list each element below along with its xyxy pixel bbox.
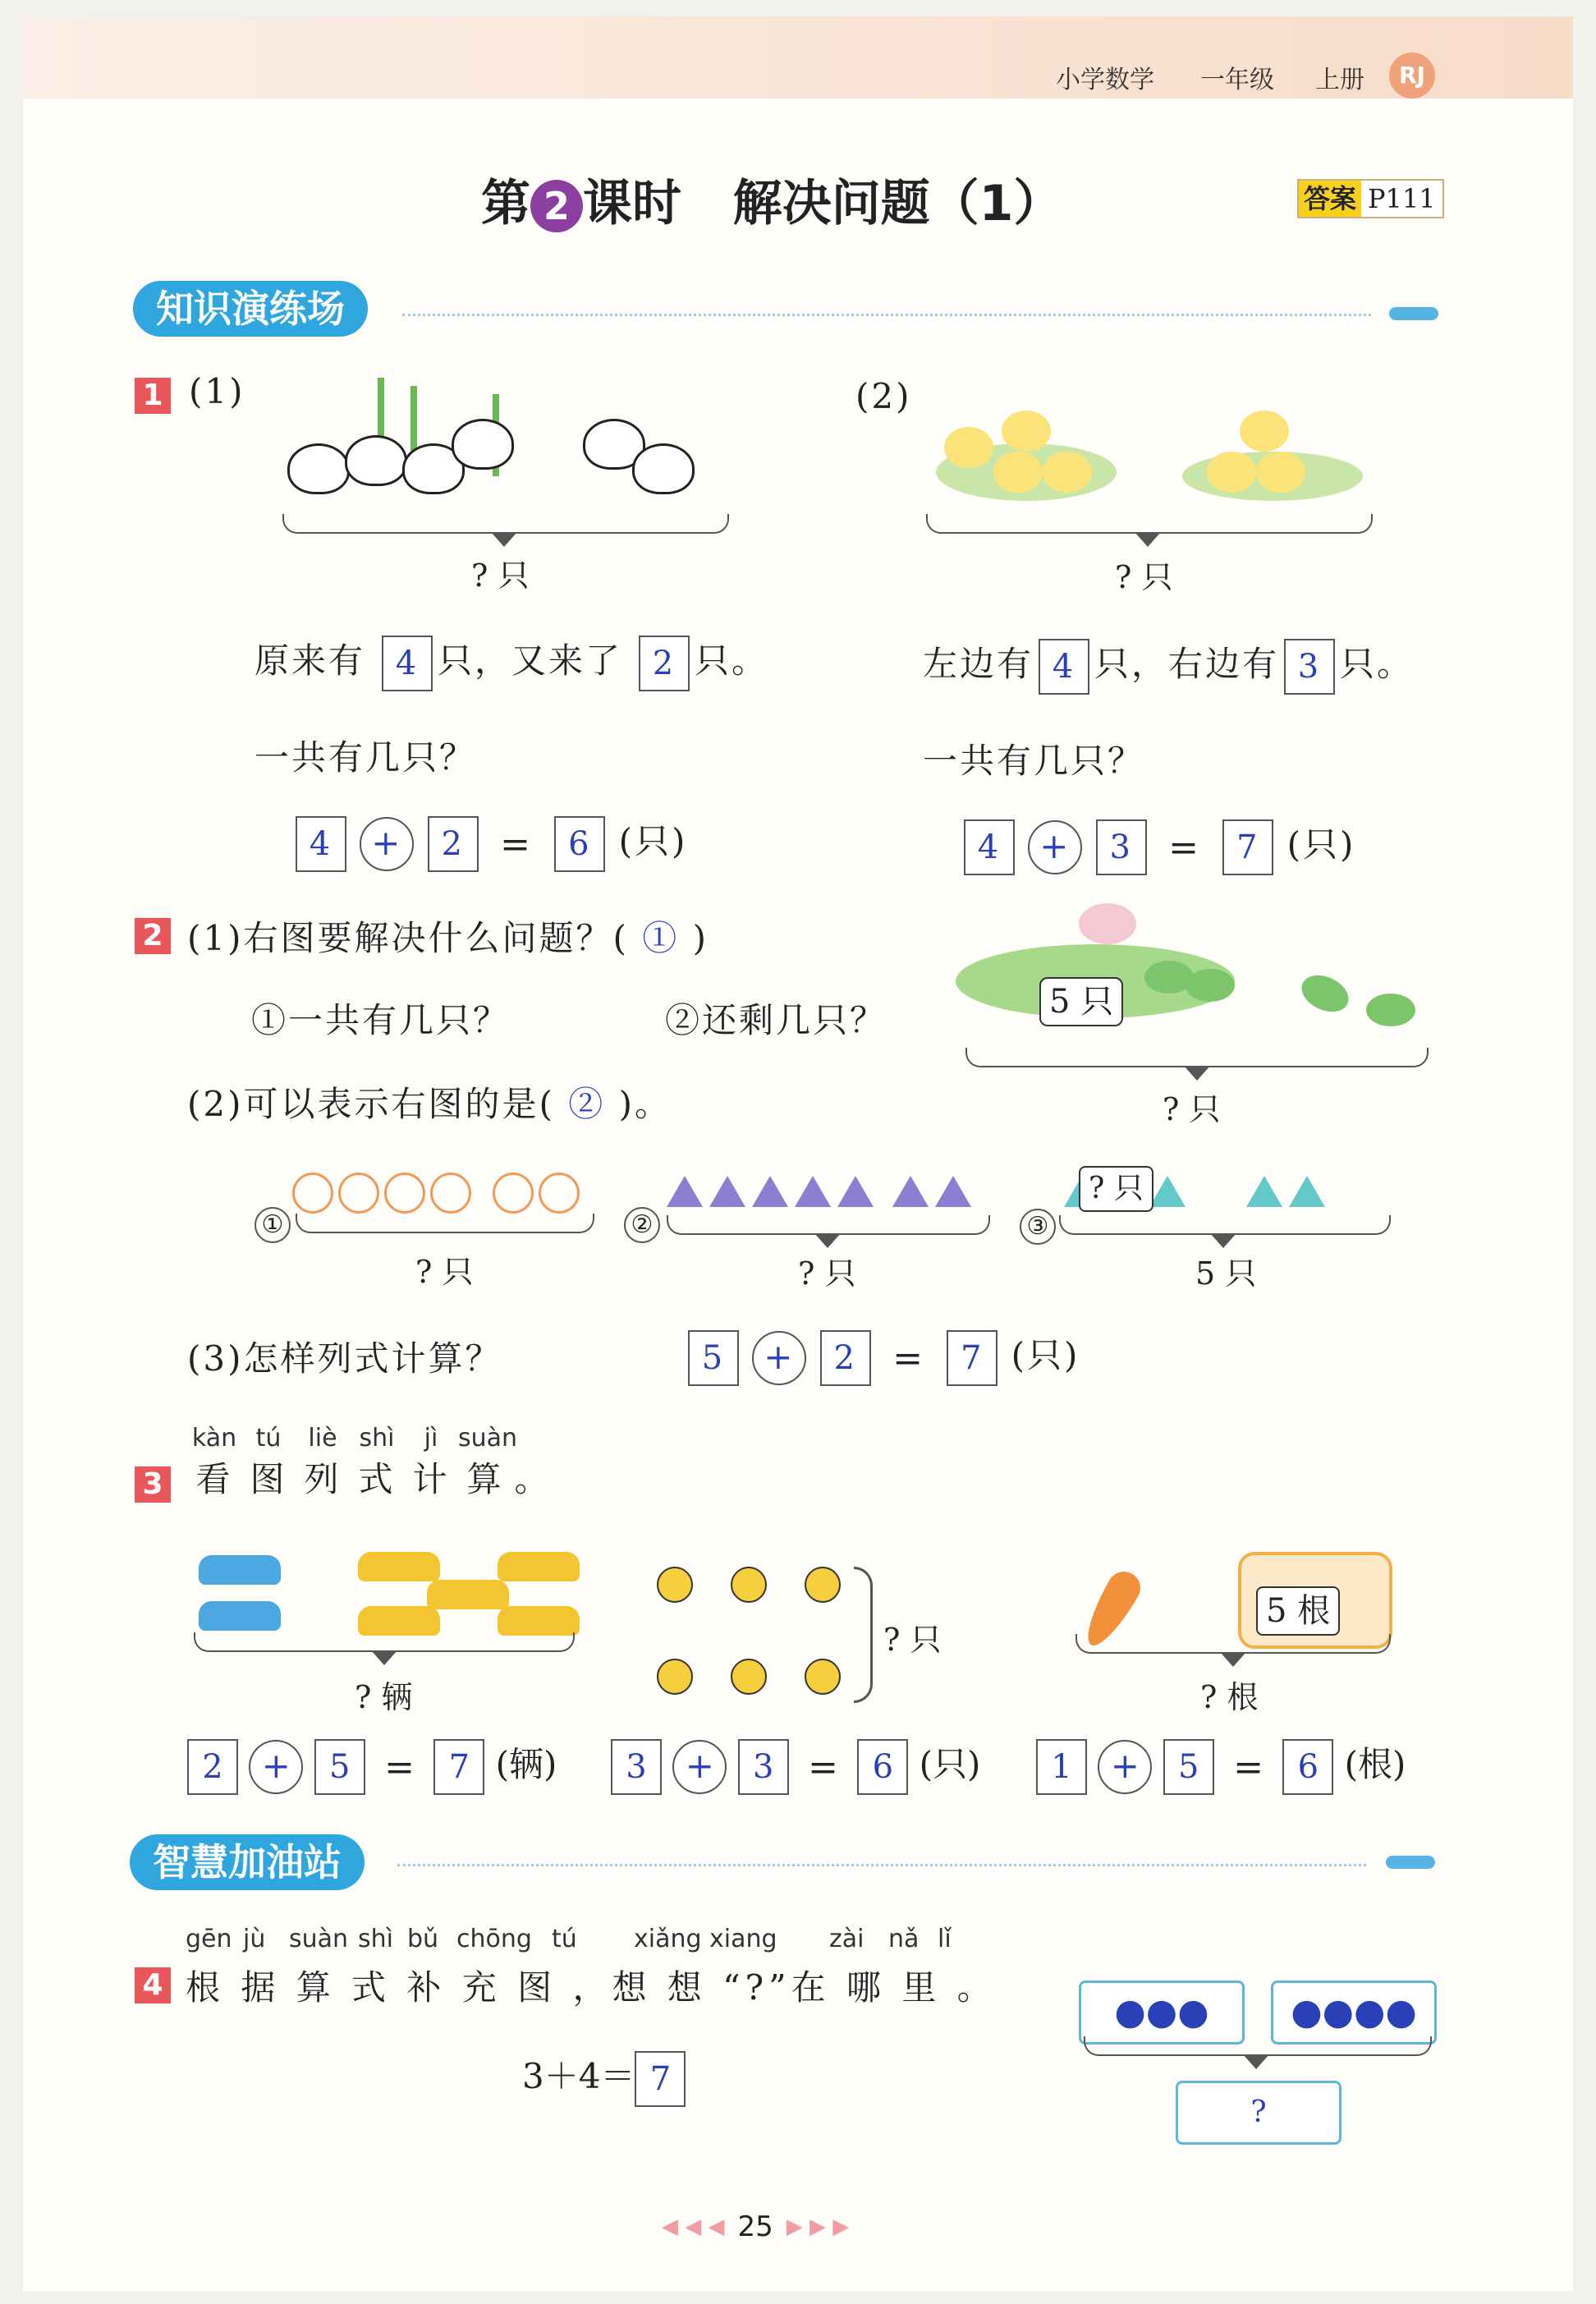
- answer-box[interactable]: 4: [1039, 639, 1089, 695]
- equals-sign: =: [500, 823, 533, 865]
- section-divider: [397, 1864, 1366, 1866]
- pandas-illustration: [279, 378, 739, 517]
- q1-part1-label: (1): [189, 371, 245, 411]
- q1-part1-equation: [296, 815, 687, 872]
- title-lesson: 课时: [583, 175, 681, 232]
- operator-circle[interactable]: +: [249, 1740, 303, 1794]
- frog-count-tag: 5 只: [1039, 977, 1123, 1026]
- title-prefix: 第: [481, 175, 530, 232]
- answer-box[interactable]: 6: [857, 1739, 908, 1795]
- q2-sub1-end: ): [692, 918, 709, 958]
- answer-box[interactable]: 4: [964, 819, 1015, 875]
- equals-sign: =: [384, 1746, 415, 1788]
- q2-sub2: [187, 1077, 672, 1127]
- title-number: 2: [530, 180, 583, 232]
- answer-box[interactable]: 7: [635, 2051, 686, 2107]
- q1-part2-brace: [926, 514, 1373, 534]
- q2-frog-brace: [965, 1048, 1429, 1067]
- pinyin: tú: [552, 1925, 577, 1953]
- q4-brace: [1084, 2036, 1432, 2056]
- pencil-icon: [1389, 307, 1438, 320]
- figure-1-circles: [292, 1173, 585, 1217]
- answer-box[interactable]: 7: [1222, 819, 1273, 875]
- answer-box[interactable]: 4: [296, 816, 346, 872]
- cars-brace: [194, 1632, 575, 1652]
- page-footer: [662, 2210, 849, 2243]
- carrots-brace-label: ? 根: [1200, 1679, 1259, 1715]
- dots-group-right: ●●●●: [1271, 1980, 1437, 2045]
- figure-option-3-label[interactable]: ③: [1020, 1209, 1056, 1245]
- q2-option-2: ②还剩几只？: [665, 1000, 887, 1040]
- q2-sub2-text: (2)可以表示右图的是(: [187, 1084, 555, 1124]
- figure-option-2-label[interactable]: ②: [624, 1207, 660, 1243]
- q1-part2-question: 一共有几只？: [923, 741, 1145, 781]
- section-divider: [402, 314, 1371, 316]
- left-arrows-icon: ◀ ◀ ◀: [662, 2215, 725, 2239]
- unit-label: (只): [1286, 824, 1356, 865]
- q1-part1-question: 一共有几只？: [255, 737, 477, 778]
- title-name: 解决问题（1）: [732, 175, 1063, 232]
- answer-box[interactable]: 2: [820, 1330, 871, 1386]
- answer-box[interactable]: 3: [611, 1739, 662, 1795]
- figure-1-brace: [296, 1214, 594, 1233]
- figure-2-brace-label: ? 只: [798, 1255, 856, 1292]
- q1-part2-label: (2): [855, 376, 912, 416]
- cars-illustration: [194, 1544, 580, 1642]
- equals-sign: =: [808, 1746, 838, 1788]
- answer-box[interactable]: 2: [187, 1739, 238, 1795]
- statement-text: 只，右边有: [1094, 644, 1280, 684]
- statement-text: 只，又来了: [438, 640, 623, 681]
- equals-sign: =: [892, 1337, 925, 1379]
- carrot-count-tag: 5 根: [1256, 1586, 1340, 1636]
- bees-brace-label: ? 只: [883, 1622, 942, 1658]
- pinyin: nǎ: [888, 1925, 920, 1953]
- q2-sub1: [187, 911, 709, 961]
- answer-box[interactable]: 3: [1096, 819, 1147, 875]
- q2-equation: [688, 1329, 1080, 1386]
- answer-label: 答案: [1299, 181, 1361, 217]
- unit-label: (只): [618, 821, 688, 861]
- hanzi: 图: [250, 1459, 287, 1499]
- q2-sub2-answer[interactable]: ②: [568, 1084, 606, 1124]
- statement-text: 原来有: [255, 640, 366, 681]
- hanzi: 列: [304, 1459, 342, 1499]
- q2-sub2-end: )。: [618, 1084, 672, 1124]
- unit-label: (只): [1011, 1335, 1080, 1375]
- bees-brace: [854, 1567, 873, 1703]
- hanzi: 式: [358, 1459, 396, 1499]
- operator-circle[interactable]: +: [1028, 820, 1082, 874]
- q2-sub3: (3)怎样列式计算？: [187, 1338, 502, 1379]
- pinyin: jì: [424, 1424, 438, 1453]
- q3-equation-3: [1036, 1737, 1406, 1795]
- q1-part1-brace-label: ? 只: [471, 558, 530, 594]
- bees-illustration: [649, 1557, 862, 1705]
- figure-1-brace-label: ? 只: [415, 1254, 474, 1290]
- answer-box[interactable]: 5: [314, 1739, 365, 1795]
- answer-box[interactable]: 7: [433, 1739, 484, 1795]
- statement-text: 只。: [695, 640, 769, 681]
- cars-brace-label: ? 辆: [355, 1679, 413, 1715]
- header-subject: 小学数学: [1056, 66, 1154, 94]
- pinyin: lǐ: [938, 1925, 952, 1953]
- q1-part2-brace-label: ? 只: [1115, 559, 1173, 595]
- pinyin: jù: [243, 1925, 266, 1953]
- q4-expression: [522, 2049, 686, 2107]
- answer-box[interactable]: 5: [1163, 1739, 1214, 1795]
- unit-label: (辆): [495, 1744, 557, 1784]
- answer-box[interactable]: 7: [947, 1330, 998, 1386]
- pinyin: suàn: [458, 1424, 518, 1453]
- q2-option-1: ①一共有几只？: [251, 1000, 511, 1040]
- section-header-practice: 知识演练场: [133, 281, 368, 337]
- figure-3-brace: [1059, 1215, 1391, 1235]
- pinyin: liè: [308, 1424, 337, 1453]
- pinyin: suàn: [289, 1925, 349, 1953]
- edition-badge: RJ: [1389, 53, 1435, 99]
- pinyin: gēn: [186, 1925, 232, 1953]
- operator-circle[interactable]: +: [672, 1740, 727, 1794]
- answer-reference[interactable]: [1297, 179, 1444, 218]
- question-number-2: 2: [135, 918, 171, 954]
- equals-sign: =: [1233, 1746, 1264, 1788]
- pinyin: zài: [829, 1925, 864, 1953]
- header-volume: 上册: [1315, 66, 1364, 94]
- question-number-1: 1: [135, 378, 171, 414]
- q1-part1-statement: [255, 634, 780, 691]
- figure-2-brace: [667, 1215, 990, 1235]
- operator-circle[interactable]: +: [1098, 1740, 1152, 1794]
- operator-circle[interactable]: +: [752, 1331, 806, 1385]
- answer-box[interactable]: 5: [688, 1330, 739, 1386]
- figure-3-brace-label: 5 只: [1195, 1255, 1257, 1292]
- q4-pinyin-row: [186, 1925, 970, 1953]
- expression-text: 3＋4＝: [522, 2056, 635, 2096]
- operator-circle[interactable]: +: [360, 817, 414, 871]
- q4-prompt: 根 据 算 式 补 充 图 ，想 想 “?”在 哪 里 。: [186, 1967, 997, 2008]
- q1-part2-equation: [964, 818, 1355, 875]
- q3-equation-2: [611, 1737, 980, 1795]
- hanzi: 。: [514, 1459, 552, 1499]
- hanzi: 算: [466, 1459, 504, 1499]
- statement-text: 只。: [1340, 644, 1415, 684]
- pinyin: xiǎng: [634, 1925, 702, 1953]
- q2-frog-brace-label: ? 只: [1163, 1091, 1221, 1127]
- q2-sub1-answer[interactable]: ①: [642, 918, 680, 958]
- unit-label: (根): [1344, 1744, 1406, 1784]
- pencil-icon: [1386, 1856, 1435, 1869]
- q4-question-box[interactable]: ?: [1176, 2081, 1341, 2145]
- answer-box[interactable]: 2: [639, 636, 690, 691]
- unit-label: (只): [919, 1744, 981, 1784]
- answer-box[interactable]: 6: [554, 816, 605, 872]
- dots-group-left: ●●●: [1079, 1980, 1245, 2045]
- answer-box[interactable]: 3: [738, 1739, 789, 1795]
- section-header-challenge: 智慧加油站: [130, 1834, 365, 1890]
- figure-2-triangles: [667, 1176, 978, 1210]
- pinyin: shì: [359, 1424, 395, 1453]
- figure-option-1-label[interactable]: ①: [255, 1207, 291, 1243]
- answer-box[interactable]: 4: [382, 636, 433, 691]
- equals-sign: =: [1168, 826, 1201, 869]
- q1-part2-statement: [923, 637, 1414, 695]
- answer-box[interactable]: 1: [1036, 1739, 1087, 1795]
- figure-3-tag: ? 只: [1079, 1166, 1153, 1212]
- question-number-4: 4: [135, 1967, 171, 2003]
- answer-box[interactable]: 3: [1284, 639, 1335, 695]
- statement-text: 左边有: [923, 644, 1034, 684]
- question-number-3: 3: [135, 1466, 171, 1503]
- carrots-brace: [1075, 1634, 1391, 1654]
- pinyin: kàn: [191, 1424, 237, 1453]
- header-grade: 一年级: [1200, 66, 1274, 94]
- answer-page: P111: [1368, 183, 1436, 214]
- hanzi: 看: [195, 1459, 233, 1499]
- page-title: [481, 164, 1062, 235]
- pinyin: chōng: [456, 1925, 532, 1953]
- pinyin: xiang: [709, 1925, 777, 1953]
- answer-box[interactable]: 6: [1282, 1739, 1333, 1795]
- pinyin: tú: [255, 1424, 282, 1453]
- chicks-illustration: [936, 411, 1363, 509]
- hanzi: 计: [412, 1459, 450, 1499]
- pinyin: shì: [358, 1925, 393, 1953]
- q3-equation-1: [187, 1737, 557, 1795]
- q2-sub1-text: (1)右图要解决什么问题？(: [187, 918, 629, 958]
- right-arrows-icon: ▶ ▶ ▶: [786, 2215, 850, 2239]
- q1-part1-brace: [282, 514, 729, 534]
- page-number: 25: [737, 2210, 773, 2243]
- pinyin: bǔ: [407, 1925, 439, 1953]
- answer-box[interactable]: 2: [428, 816, 479, 872]
- frogs-illustration: [956, 895, 1432, 1043]
- q3-prompt: [187, 1424, 553, 1502]
